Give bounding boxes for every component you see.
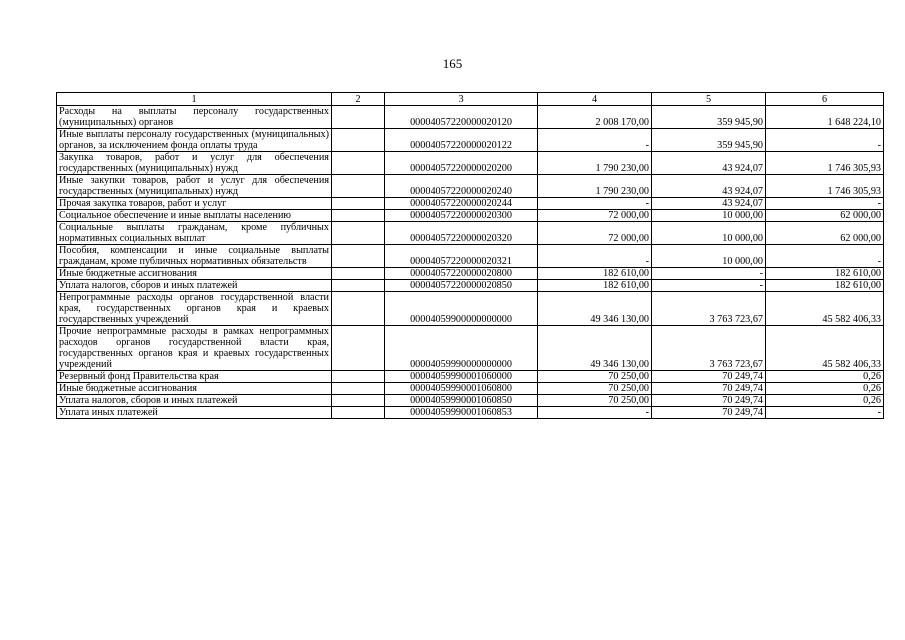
row-name: Иные закупки товаров, работ и услуг для обеспечения государственных (муниципальных) нужд <box>57 175 332 198</box>
row-value-col5: - <box>652 268 766 280</box>
row-value-col6: - <box>766 198 884 210</box>
table-body <box>57 106 884 419</box>
row-name: Социальные выплаты гражданам, кроме публичных нормативных социальных выплат <box>57 222 332 245</box>
column-header-6: 6 <box>766 93 884 106</box>
row-name: Иные выплаты персоналу государственных (муниципальных) органов, за исключением фонда оплаты труда <box>57 129 332 152</box>
row-name: Резервный фонд Правительства края <box>57 371 332 383</box>
column-header-5: 5 <box>652 93 766 106</box>
row-value-col4: - <box>538 245 652 268</box>
row-value-col4: 49 346 130,00 <box>538 326 652 371</box>
table-row <box>57 268 884 280</box>
row-value-col5: 10 000,00 <box>652 210 766 222</box>
table-row <box>57 129 884 152</box>
row-column-2 <box>332 175 385 198</box>
table-row <box>57 326 884 371</box>
row-code: 00004057220000020850 <box>385 280 538 292</box>
row-value-col4: 70 250,00 <box>538 383 652 395</box>
row-name: Расходы на выплаты персоналу государственных (муниципальных) органов <box>57 106 332 129</box>
budget-table <box>56 92 884 419</box>
row-code: 00004059990001060000 <box>385 371 538 383</box>
row-value-col6: 1 648 224,10 <box>766 106 884 129</box>
table-row <box>57 395 884 407</box>
row-value-col4: 72 000,00 <box>538 222 652 245</box>
row-name: Социальное обеспечение и иные выплаты населению <box>57 210 332 222</box>
row-value-col6: 0,26 <box>766 395 884 407</box>
row-value-col5: 3 763 723,67 <box>652 292 766 326</box>
row-value-col6: 1 746 305,93 <box>766 175 884 198</box>
table-row <box>57 383 884 395</box>
row-code: 00004057220000020122 <box>385 129 538 152</box>
row-code: 00004059990000000000 <box>385 326 538 371</box>
row-code: 00004057220000020321 <box>385 245 538 268</box>
table-row <box>57 175 884 198</box>
row-column-2 <box>332 292 385 326</box>
column-header-1: 1 <box>57 93 332 106</box>
row-value-col5: 3 763 723,67 <box>652 326 766 371</box>
row-value-col4: 182 610,00 <box>538 268 652 280</box>
row-value-col4: 2 008 170,00 <box>538 106 652 129</box>
row-value-col6: 0,26 <box>766 383 884 395</box>
row-value-col5: 70 249,74 <box>652 407 766 419</box>
row-name: Уплата иных платежей <box>57 407 332 419</box>
row-name: Прочая закупка товаров, работ и услуг <box>57 198 332 210</box>
row-value-col5: 43 924,07 <box>652 152 766 175</box>
row-value-col4: 70 250,00 <box>538 371 652 383</box>
row-column-2 <box>332 383 385 395</box>
row-column-2 <box>332 395 385 407</box>
row-value-col5: 43 924,07 <box>652 175 766 198</box>
row-name: Уплата налогов, сборов и иных платежей <box>57 280 332 292</box>
row-name: Уплата налогов, сборов и иных платежей <box>57 395 332 407</box>
row-value-col6: 62 000,00 <box>766 222 884 245</box>
row-value-col4: 70 250,00 <box>538 395 652 407</box>
row-code: 00004057220000020320 <box>385 222 538 245</box>
column-header-4: 4 <box>538 93 652 106</box>
row-column-2 <box>332 407 385 419</box>
row-name: Пособия, компенсации и иные социальные выплаты гражданам, кроме публичных нормативных обязательств <box>57 245 332 268</box>
row-value-col6: 45 582 406,33 <box>766 326 884 371</box>
table-row <box>57 152 884 175</box>
row-code: 00004059990001060853 <box>385 407 538 419</box>
row-name: Непрограммные расходы органов государственной власти края, государственных органов края и краевых государственных учреждений <box>57 292 332 326</box>
row-code: 00004057220000020800 <box>385 268 538 280</box>
row-value-col5: 70 249,74 <box>652 395 766 407</box>
table-row <box>57 407 884 419</box>
row-value-col5: 359 945,90 <box>652 129 766 152</box>
row-value-col6: - <box>766 407 884 419</box>
row-value-col4: 1 790 230,00 <box>538 152 652 175</box>
row-value-col5: 10 000,00 <box>652 245 766 268</box>
row-code: 00004057220000020244 <box>385 198 538 210</box>
row-value-col4: - <box>538 198 652 210</box>
table-row <box>57 222 884 245</box>
table-row <box>57 280 884 292</box>
table-row <box>57 106 884 129</box>
row-name: Закупка товаров, работ и услуг для обеспечения государственных (муниципальных) нужд <box>57 152 332 175</box>
row-code: 00004057220000020300 <box>385 210 538 222</box>
page-number: 165 <box>442 56 463 71</box>
row-value-col6: 182 610,00 <box>766 268 884 280</box>
row-value-col5: 43 924,07 <box>652 198 766 210</box>
row-value-col6: 1 746 305,93 <box>766 152 884 175</box>
row-value-col6: 45 582 406,33 <box>766 292 884 326</box>
table-row <box>57 292 884 326</box>
row-column-2 <box>332 371 385 383</box>
row-name: Прочие непрограммные расходы в рамках непрограммных расходов органов государственной власти края, государственных органов края и краевых государственных учреждений <box>57 326 332 371</box>
table-row <box>57 245 884 268</box>
row-code: 00004059990001060850 <box>385 395 538 407</box>
row-code: 00004057220000020240 <box>385 175 538 198</box>
row-column-2 <box>332 280 385 292</box>
column-header-2: 2 <box>332 93 385 106</box>
row-column-2 <box>332 129 385 152</box>
row-value-col5: 359 945,90 <box>652 106 766 129</box>
row-value-col5: 70 249,74 <box>652 371 766 383</box>
table-row <box>57 210 884 222</box>
row-value-col4: 182 610,00 <box>538 280 652 292</box>
row-code: 00004059900000000000 <box>385 292 538 326</box>
row-value-col5: 70 249,74 <box>652 383 766 395</box>
row-column-2 <box>332 245 385 268</box>
row-value-col4: 72 000,00 <box>538 210 652 222</box>
table-row <box>57 198 884 210</box>
row-value-col6: - <box>766 129 884 152</box>
row-column-2 <box>332 106 385 129</box>
row-name: Иные бюджетные ассигнования <box>57 383 332 395</box>
row-value-col6: 62 000,00 <box>766 210 884 222</box>
column-header-3: 3 <box>385 93 538 106</box>
table-row <box>57 371 884 383</box>
row-column-2 <box>332 152 385 175</box>
row-column-2 <box>332 268 385 280</box>
row-column-2 <box>332 222 385 245</box>
row-value-col4: 1 790 230,00 <box>538 175 652 198</box>
row-column-2 <box>332 210 385 222</box>
row-value-col6: - <box>766 245 884 268</box>
row-code: 00004059990001060800 <box>385 383 538 395</box>
row-value-col4: - <box>538 407 652 419</box>
row-column-2 <box>332 326 385 371</box>
row-name: Иные бюджетные ассигнования <box>57 268 332 280</box>
row-value-col6: 182 610,00 <box>766 280 884 292</box>
row-value-col4: 49 346 130,00 <box>538 292 652 326</box>
row-value-col5: 10 000,00 <box>652 222 766 245</box>
row-code: 00004057220000020200 <box>385 152 538 175</box>
row-value-col4: - <box>538 129 652 152</box>
row-value-col5: - <box>652 280 766 292</box>
row-value-col6: 0,26 <box>766 371 884 383</box>
table-header-row <box>57 93 884 106</box>
row-code: 00004057220000020120 <box>385 106 538 129</box>
row-column-2 <box>332 198 385 210</box>
